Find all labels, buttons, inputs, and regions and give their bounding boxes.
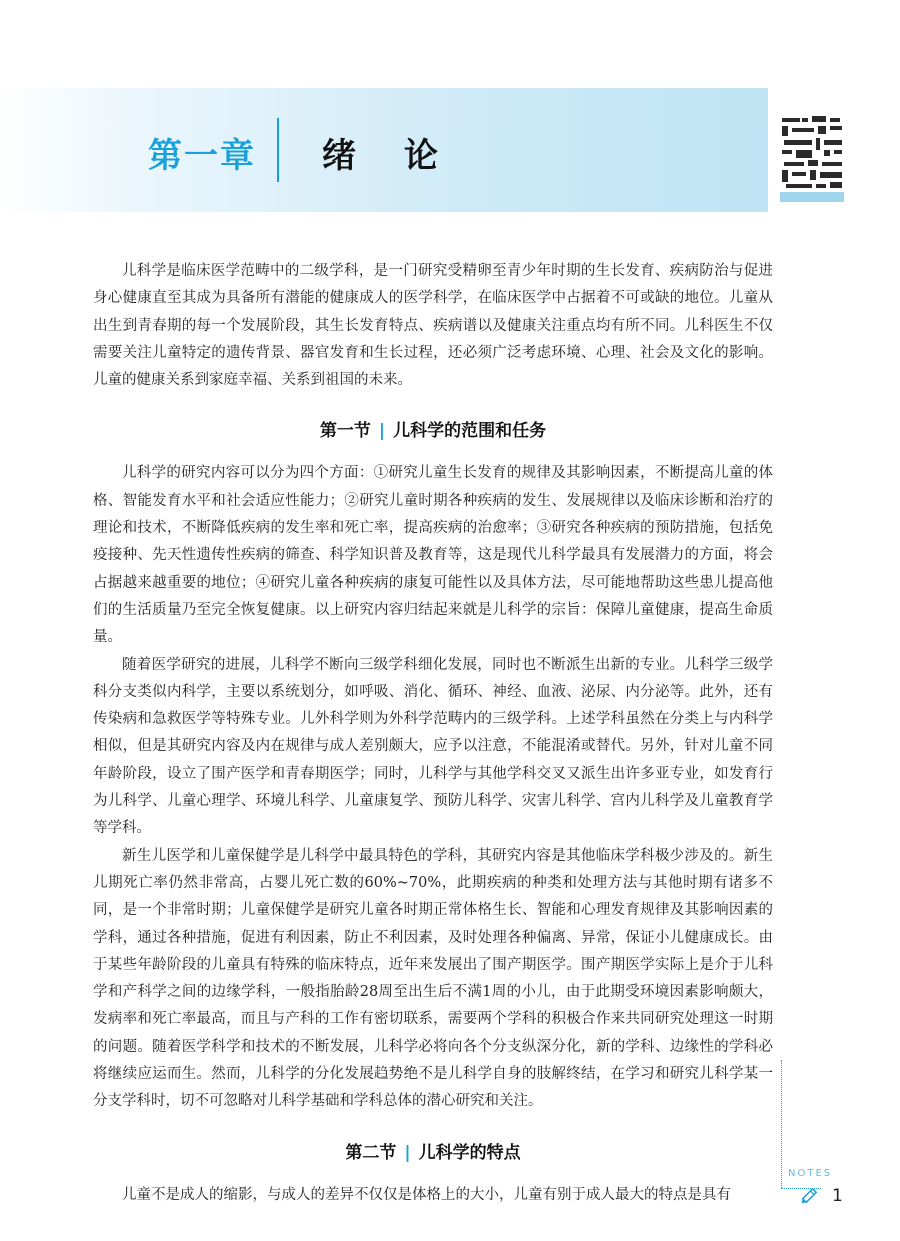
- chapter-number: 第一章: [148, 136, 256, 176]
- section-1-paragraph-2: 随着医学研究的进展，儿科学不断向三级学科细化发展，同时也不断派生出新的专业。儿科学三级学科分支类似内科学，主要以系统划分，如呼吸、消化、循环、神经、血液、泌尿、内分泌等。此外，还有传染病和急救医学等特殊专业。儿外科学则为外科学范畴内的三级学科。上述学科虽然在分类上与内科学相似，但是其研究内容及内在规律与成人差别颇大，应予以注意，不能混淆或替代。另外，针对儿童不同年龄阶段，设立了围产医学和青春期医学；同时，儿科学与其他学科交叉又派生出许多亚专业，如发育行为儿科学、儿童心理学、环境儿科学、儿童康复学、预防儿科学、灾害儿科学、宫内儿科学及儿童教育学等学科。: [93, 656, 773, 837]
- section-2-paragraph-1: 儿童不是成人的缩影，与成人的差异不仅仅是体格上的大小，儿童有别于成人最大的特点是具有: [122, 1186, 731, 1203]
- section-divider: |: [404, 1142, 411, 1163]
- section-1-paragraph-3: 新生儿医学和儿童保健学是儿科学中最具特色的学科，其研究内容是其他临床学科极少涉及的。新生儿期死亡率仍然非常高，占婴儿死亡数的60%~70%，此期疾病的种类和处理方法与其他时期有诸多不同，是一个非常时期；儿童保健学是研究儿童各时期正常体格生长、智能和心理发育规律及其影响因素的学科，通过各种措施，促进有利因素，防止不利因素，及时处理各种偏离、异常，保证小儿健康成长。由于某些年龄阶段的儿童具有特殊的临床特点，近年来发展出了围产期医学。围产期医学实际上是介于儿科学和产科学之间的边缘学科，一般指胎龄28周至出生后不满1周的小儿，由于此期受环境因素影响颇大，发病率和死亡率最高，而且与产科的工作有密切联系，需要两个学科的积极合作来共同研究处理这一时期的问题。随着医学科学和技术的不断发展，儿科学必将向各个分支纵深分化，新的学科、边缘性的学科必将继续应运而生。然而，儿科学的分化发展趋势绝不是儿科学自身的肢解终结，在学习和研究儿科学某一分支学科时，切不可忽略对儿科学基础和学科总体的潜心研究和关注。: [93, 847, 773, 1110]
- section-1-paragraph-1: 儿科学的研究内容可以分为四个方面：①研究儿童生长发育的规律及其影响因素，不断提高儿童的体格、智能发育水平和社会适应性能力；②研究儿童时期各种疾病的发生、发展规律以及临床诊断和治疗的理论和技术，不断降低疾病的发生率和死亡率，提高疾病的治愈率；③研究各种疾病的预防措施，包括免疫接种、先天性遗传性疾病的筛查、科学知识普及教育等，这是现代儿科学最具有发展潜力的方面，将会占据越来越重要的地位；④研究儿童各种疾病的康复可能性以及具体方法，尽可能地帮助这些患儿提高他们的生活质量乃至完全恢复健康。以上研究内容归结起来就是儿科学的宗旨：保障儿童健康，提高生命质量。: [93, 465, 773, 646]
- section-heading-1: [93, 416, 773, 441]
- pencil-icon: [797, 1186, 819, 1208]
- chapter-divider: [277, 118, 279, 182]
- section-title: 儿科学的范围和任务: [393, 421, 547, 442]
- notes-label: NOTES: [788, 1168, 833, 1179]
- section-title: 儿科学的特点: [418, 1142, 521, 1163]
- section-label: 第一节: [319, 421, 371, 442]
- notes-margin-rule: [781, 1060, 782, 1188]
- chapter-title: 绪 论: [322, 136, 456, 176]
- qr-code-icon[interactable]: [780, 112, 844, 202]
- intro-paragraph: 儿科学是临床医学范畴中的二级学科，是一门研究受精卵至青少年时期的生长发育、疾病防治与促进身心健康直至其成为具备所有潜能的健康成人的医学科学，在临床医学中占据着不可或缺的地位。儿童从出生到青春期的每一个发展阶段，其生长发育特点、疾病谱以及健康关注重点均有所不同。儿科医生不仅需要关注儿童特定的遗传背景、器官发育和生长过程，还必须广泛考虑环境、心理、社会及文化的影响。儿童的健康关系到家庭幸福、关系到祖国的未来。: [93, 263, 773, 389]
- section-heading-2: [93, 1138, 773, 1163]
- section-divider: |: [378, 421, 386, 442]
- page-number: 1: [832, 1186, 843, 1206]
- section-label: 第二节: [345, 1142, 397, 1163]
- page-body: [93, 258, 773, 1209]
